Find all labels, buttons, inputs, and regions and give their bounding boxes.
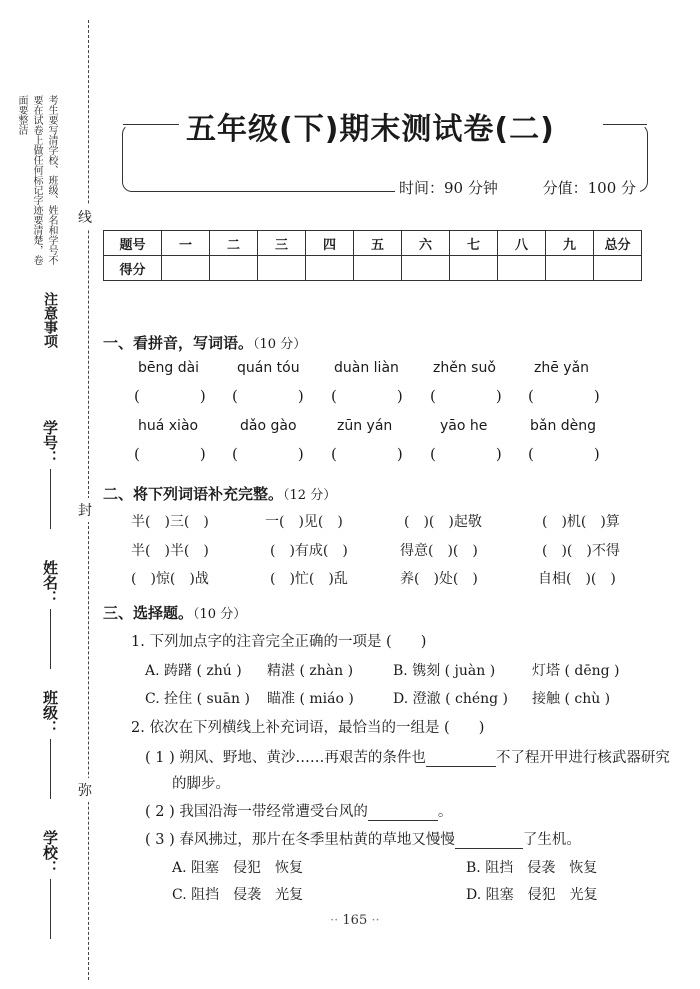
idiom-item[interactable]: ( )( )不得: [542, 543, 620, 559]
idiom-row-3: [0, 568, 700, 590]
table-header-cell: 八: [498, 231, 546, 256]
idiom-item[interactable]: ( )有成( ): [270, 543, 348, 559]
score-input-cell[interactable]: [450, 256, 498, 281]
table-header-cell: 三: [258, 231, 306, 256]
q1-option-a2[interactable]: 精湛 ( zhàn ): [267, 663, 354, 679]
q2-sentence-3: ( 3 ) 春风拂过，那片在冬季里枯黄的草地又慢慢 了生机。: [145, 832, 581, 848]
notice-title: 注意事项: [42, 292, 58, 348]
idiom-item[interactable]: 得意( )( ): [400, 543, 478, 559]
pinyin-item: zūn yán: [337, 418, 393, 434]
answer-blank[interactable]: ( ): [528, 445, 600, 463]
idiom-item[interactable]: 自相( )( ): [538, 571, 616, 587]
table-header-cell: 六: [402, 231, 450, 256]
seal-char-mi: 弥: [78, 778, 92, 802]
q1-option-c2[interactable]: 瞄准 ( miáo ): [267, 691, 354, 707]
q2-option-d[interactable]: D. 阻塞 侵犯 光复: [466, 887, 598, 903]
name-field[interactable]: 姓名：: [40, 560, 61, 669]
score-input-cell[interactable]: [306, 256, 354, 281]
score-input-cell[interactable]: [594, 256, 642, 281]
pinyin-row-1: [0, 360, 700, 382]
score-table: [103, 230, 642, 281]
q1-option-b2[interactable]: 灯塔 ( dēng ): [532, 663, 620, 679]
score-table-header-row: [104, 231, 642, 256]
page-number: ·· 165 ··: [330, 913, 380, 928]
school-field[interactable]: 学校：: [40, 830, 61, 939]
pinyin-item: quán tóu: [237, 360, 300, 376]
pinyin-item: dǎo gào: [240, 418, 297, 434]
answer-blank[interactable]: ( ): [134, 445, 206, 463]
pinyin-item: bǎn dèng: [530, 418, 597, 434]
pinyin-item: zhěn suǒ: [433, 360, 496, 376]
q2-sentence-1: ( 1 ) 朔风、野地、黄沙……再艰苦的条件也 不了程开甲进行核武器研究: [145, 750, 670, 766]
idiom-item[interactable]: ( )忙( )乱: [270, 571, 348, 587]
q2-sentence-2: ( 2 ) 我国沿海一带经常遭受台风的 。: [145, 804, 453, 820]
q1-option-b1[interactable]: B. 镌刻 ( juàn ): [393, 663, 496, 679]
exam-meta: [395, 177, 640, 198]
score-input-cell[interactable]: [162, 256, 210, 281]
q1-option-c1[interactable]: C. 拴住 ( suān ): [145, 691, 250, 707]
section1-title: 一、看拼音，写词语。（10 分）: [103, 334, 307, 352]
pinyin-item: zhē yǎn: [534, 360, 590, 376]
student-id-field[interactable]: 学号：: [40, 420, 61, 529]
score-input-cell[interactable]: [402, 256, 450, 281]
pinyin-item: huá xiào: [138, 418, 199, 434]
table-header-cell: 一: [162, 231, 210, 256]
idiom-item[interactable]: ( )机( )算: [542, 514, 620, 530]
answer-blank[interactable]: ( ): [331, 445, 403, 463]
section3-title: 三、选择题。（10 分）: [103, 604, 247, 622]
q1-options-row-2: [0, 688, 700, 710]
q2-options-row-2: [0, 884, 700, 906]
table-header-cell: 九: [546, 231, 594, 256]
table-header-cell: 五: [354, 231, 402, 256]
q2-blank-1[interactable]: [426, 751, 496, 767]
idiom-item[interactable]: 半( )三( ): [131, 514, 209, 530]
pinyin-item: yāo he: [440, 418, 488, 434]
q2-blank-2[interactable]: [368, 805, 438, 821]
q1-option-d2[interactable]: 接触 ( chù ): [532, 691, 611, 707]
score-input-cell[interactable]: [258, 256, 306, 281]
pinyin-item: bēng dài: [138, 360, 200, 376]
q2-option-a[interactable]: A. 阻塞 侵犯 恢复: [172, 860, 304, 876]
score-table-score-row: [104, 256, 642, 281]
notice-text: 考生要写清学校、班级、姓名和学号不要在试卷上做任何标记字迹要清楚，卷面要整洁: [16, 95, 57, 265]
answer-row-1: [0, 385, 700, 407]
idiom-item[interactable]: 养( )处( ): [400, 571, 478, 587]
idiom-row-2: [0, 540, 700, 562]
idiom-item[interactable]: ( )惊( )战: [131, 571, 209, 587]
exam-time: 时间：90 分钟: [399, 179, 498, 197]
q2-option-c[interactable]: C. 阻挡 侵袭 光复: [172, 887, 304, 903]
section2-title: 二、将下列词语补充完整。（12 分）: [103, 485, 337, 503]
score-input-cell[interactable]: [210, 256, 258, 281]
question-1: 1. 下列加点字的注音完全正确的一项是 ( ): [131, 634, 427, 650]
table-header-cell: 题号: [104, 231, 162, 256]
table-row-label: 得分: [104, 256, 162, 281]
answer-blank[interactable]: ( ): [430, 387, 502, 405]
pinyin-row-2: [0, 418, 700, 440]
idiom-row-1: [0, 511, 700, 533]
score-input-cell[interactable]: [354, 256, 402, 281]
answer-blank[interactable]: ( ): [232, 387, 304, 405]
pinyin-item: duàn liàn: [334, 360, 399, 376]
answer-blank[interactable]: ( ): [331, 387, 403, 405]
idiom-item[interactable]: ( )( )起敬: [404, 514, 482, 530]
q1-option-d1[interactable]: D. 澄澈 ( chéng ): [393, 691, 509, 707]
q2-sentence-1-cont: 的脚步。: [172, 776, 230, 792]
q1-options-row-1: [0, 660, 700, 682]
question-2: 2. 依次在下列横线上补充词语，最恰当的一组是 ( ): [131, 720, 485, 736]
seal-char-feng: 封: [78, 498, 92, 522]
answer-blank[interactable]: ( ): [430, 445, 502, 463]
score-input-cell[interactable]: [546, 256, 594, 281]
table-header-cell: 总分: [594, 231, 642, 256]
seal-char-xian: 线: [78, 205, 92, 229]
q1-option-a1[interactable]: A. 踌躇 ( zhú ): [145, 663, 242, 679]
table-header-cell: 四: [306, 231, 354, 256]
table-header-cell: 七: [450, 231, 498, 256]
class-field[interactable]: 班级：: [40, 690, 61, 799]
page-title: 五年级(下)期末测试卷(二): [186, 112, 555, 147]
table-header-cell: 二: [210, 231, 258, 256]
idiom-item[interactable]: 半( )半( ): [131, 543, 209, 559]
q2-blank-3[interactable]: [455, 833, 523, 849]
idiom-item[interactable]: 一( )见( ): [265, 514, 343, 530]
answer-blank[interactable]: ( ): [528, 387, 600, 405]
exam-score: 分值：100 分: [542, 179, 637, 197]
q2-options-row-1: [0, 857, 700, 879]
answer-blank[interactable]: ( ): [134, 387, 206, 405]
q2-option-b[interactable]: B. 阻挡 侵袭 恢复: [466, 860, 598, 876]
score-input-cell[interactable]: [498, 256, 546, 281]
answer-blank[interactable]: ( ): [232, 445, 304, 463]
answer-row-2: [0, 443, 700, 465]
